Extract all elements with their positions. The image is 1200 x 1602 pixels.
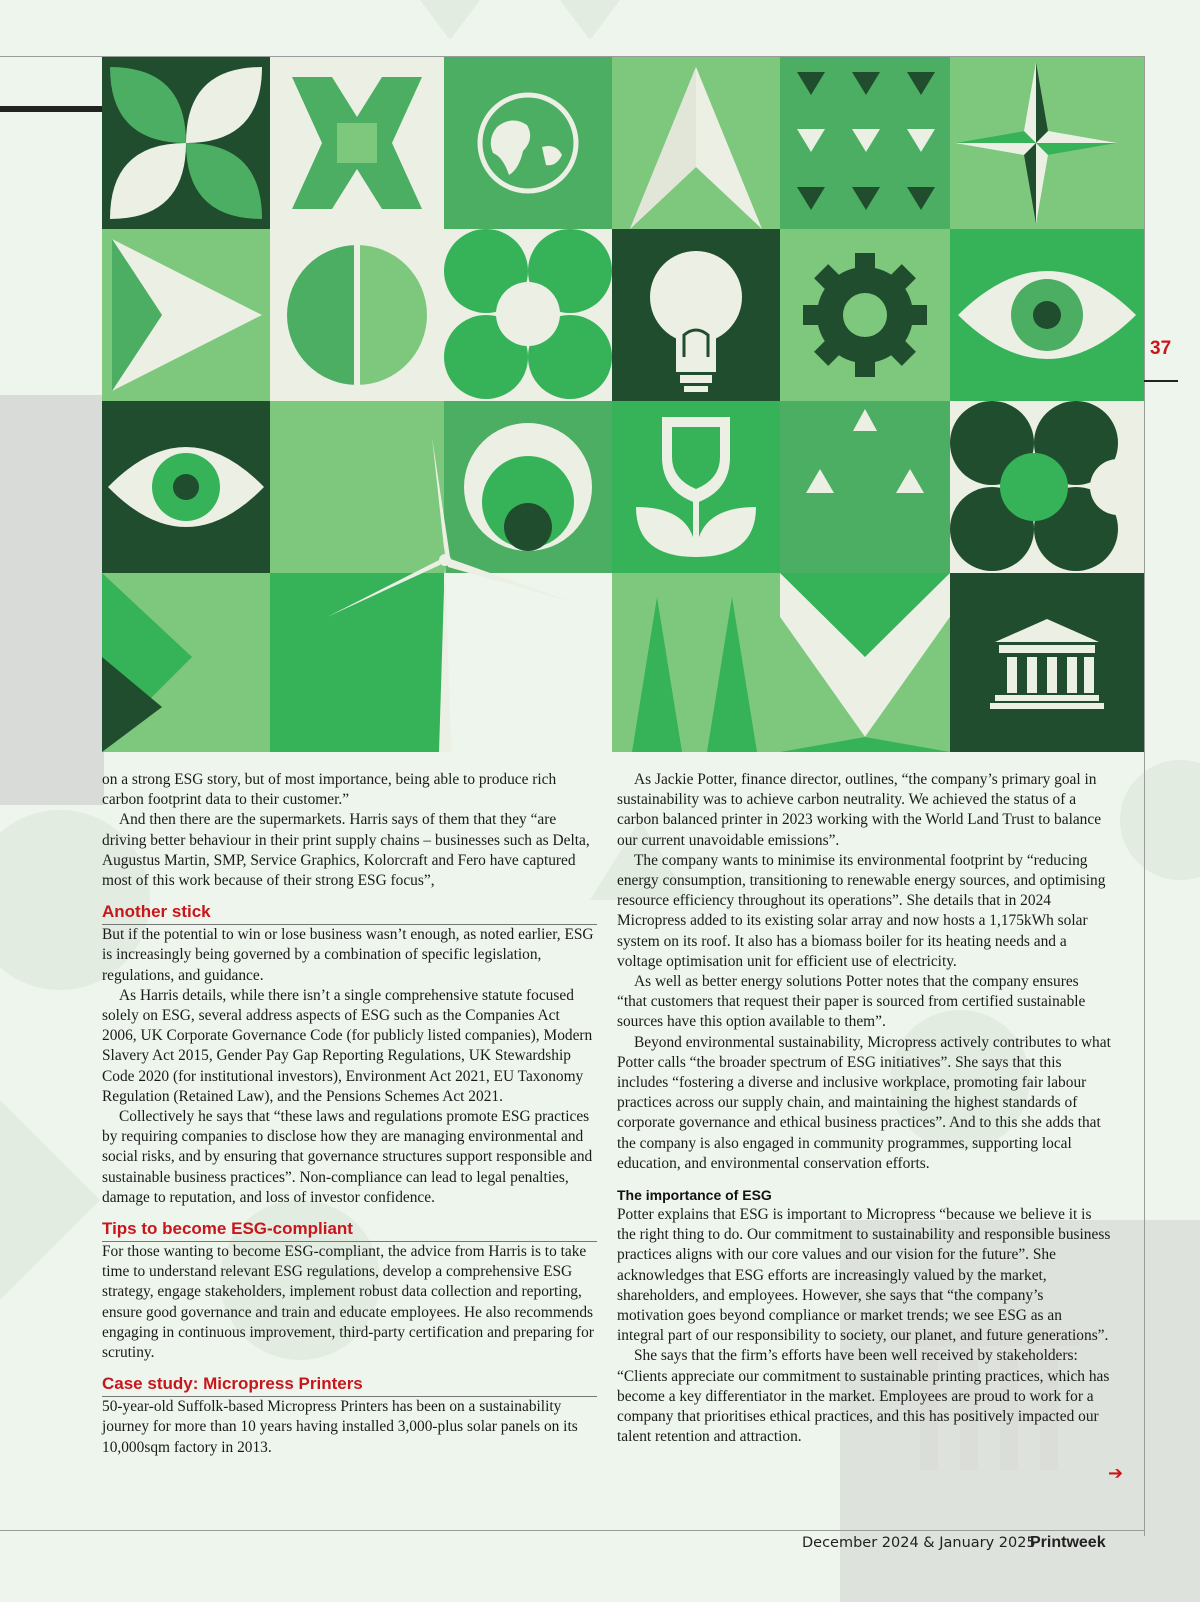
leaf-petals-icon: [102, 57, 270, 229]
body-paragraph: She says that the firm’s efforts have been well received by stakeholders: “Clients appreciate our commitment to sustainable printing practices, which has become a key differentiator in the market. Employees are proud to work for a company that prioritises ethical practices, and this has positively impacted our talent retention and attraction.: [617, 1347, 1110, 1446]
body-paragraph: As Harris details, while there isn’t a single comprehensive statute focused solely on ESG, several address aspects of ESG such as the Companies Act 2006, UK Corporate Governance Code (for publicly listed companies), Modern Slavery Act 2015, Gender Pay Gap Reporting Regulations, UK Stewardship Code 2020 (for institutional investors), Environment Act 2021, EU Taxonomy Regulation (Retained Law), and the Pensions Schemes Act 2021.: [102, 986, 593, 1105]
side-band: [0, 395, 104, 805]
body-paragraph: The company wants to minimise its environmental footprint by “reducing energy consumption, transitioning to renewable energy sources, and optimising resource efficiency throughout its operations”. She details that in 2024 Micropress added to its existing solar array and now hosts a 1,175kWh solar system on its roof. It also has a biomass boiler for its heating needs and a voltage optimisation unit for efficient use of electricity.: [617, 851, 1106, 970]
half-circle-icon: [270, 229, 444, 401]
eye-icon: [950, 229, 1144, 401]
chevron-right-icon: [102, 229, 270, 401]
left-column: [102, 770, 597, 1458]
section-heading: Another stick: [102, 901, 597, 925]
body-paragraph: 50-year-old Suffolk-based Micropress Printers has been on a sustainability journey for more than 10 years having installed 3,000-plus solar panels on its 10,000sqm factory in 2013.: [102, 1398, 578, 1456]
lightbulb-icon: [612, 229, 780, 401]
subsection-heading: The importance of ESG: [617, 1187, 772, 1204]
body-paragraph: For those wanting to become ESG-compliant, the advice from Harris is to take time to understand relevant ESG regulations, develop a comprehensive ESG strategy, engage stakeholders, implement robust data collection and reporting, ensure good governance and train and educate employees. He also recommends engaging in continuous improvement, third-party certification and preparing for scrutiny.: [102, 1243, 594, 1362]
esg-icon-mosaic: [102, 57, 1144, 752]
issue-date: December 2024 & January 2025: [802, 1535, 1036, 1551]
arrow-peak-icon: [612, 57, 780, 229]
continue-arrow-icon[interactable]: ➔: [1108, 1463, 1124, 1484]
body-paragraph: on a strong ESG story, but of most importance, being able to produce rich carbon footprint data to their customer.”: [102, 771, 557, 809]
circle-lattice-icon: [950, 401, 1144, 573]
right-column: [617, 770, 1112, 1448]
page-number-rule: [1144, 380, 1178, 382]
page-number: 37: [1150, 338, 1172, 359]
body-paragraph: Collectively he says that “these laws and regulations promote ESG practices by requiring companies to disclose how they are managing environmental and social risks, and by ensuring that governance structures support responsible and sustainable business practices”. Non-compliance can lead to legal penalties, damage to reputation, and loss of investor confidence.: [102, 1108, 593, 1206]
triangle-stripes-icon: [612, 573, 780, 752]
tulip-shield-icon: [612, 401, 780, 573]
corner-triangle-icon: [102, 573, 270, 752]
body-paragraph: Potter explains that ESG is important to Micropress “because we believe it is the right thing to do. Our commitment to sustainability and responsible business practices aligns with our core values and our vision for the future”. She acknowledges that ESG efforts are increasingly valued by the market, shareholders, and employees. However, she says that “the company’s motivation goes beyond compliance or market trends; we see ESG as an integral part of our responsibility to society, our planet, and future generations”.: [617, 1206, 1111, 1345]
circle-lattice-icon: [444, 229, 612, 401]
body-paragraph: As well as better energy solutions Potter notes that the company ensures “that customers that request their paper is sourced from certified sustainable sources have this option available to them”.: [617, 973, 1086, 1031]
x-cross-icon: [270, 57, 444, 229]
compass-star-icon: [950, 57, 1144, 229]
globe-icon: [444, 57, 612, 229]
section-heading: Tips to become ESG-compliant: [102, 1218, 597, 1242]
section-tab-marker: [0, 106, 104, 112]
body-paragraph: And then there are the supermarkets. Harris says of them that they “are driving better behaviour in their print supply chains – businesses such as Delta, Augustus Martin, SMP, Service Graphics, Kolorcraft and Fero have captured most of this work because of their strong ESG focus”,: [102, 811, 590, 890]
body-paragraph: Beyond environmental sustainability, Micropress actively contributes to what Potter calls “the broader spectrum of ESG initiatives”. She says that this includes “fostering a diverse and inclusive workplace, promoting fair labour practices across our supply chain, and maintaining the highest standards of corporate governance and ethical business practices”. And to this she adds that the company is also engaged in community programmes, supporting local education, and environmental conservation efforts.: [617, 1033, 1111, 1172]
gear-icon: [780, 229, 950, 401]
sunrise-circle-icon: [444, 401, 612, 573]
v-chevron-icon: [780, 573, 950, 752]
right-rule: [1144, 56, 1145, 1536]
magazine-name: Printweek: [1030, 1534, 1106, 1551]
footer-rule: [0, 1530, 1145, 1531]
triangle-grid-icon: [780, 57, 950, 229]
body-paragraph: But if the potential to win or lose business wasn’t enough, as noted earlier, ESG is increasingly being governed by a combination of specific legislation, regulations, and guidance.: [102, 926, 594, 984]
blank-tile: [270, 401, 444, 573]
bank-building-icon: [950, 573, 1144, 752]
triangle-scatter-icon: [780, 401, 950, 573]
section-heading: Case study: Micropress Printers: [102, 1373, 597, 1397]
eye-icon: [102, 401, 270, 573]
blank-tile: [270, 573, 444, 752]
body-paragraph: As Jackie Potter, finance director, outlines, “the company’s primary goal in sustainability was to achieve carbon neutrality. We achieved the status of a carbon balanced printer in 2023 working with the World Land Trust to balance our current unavoidable emissions”.: [617, 771, 1102, 849]
